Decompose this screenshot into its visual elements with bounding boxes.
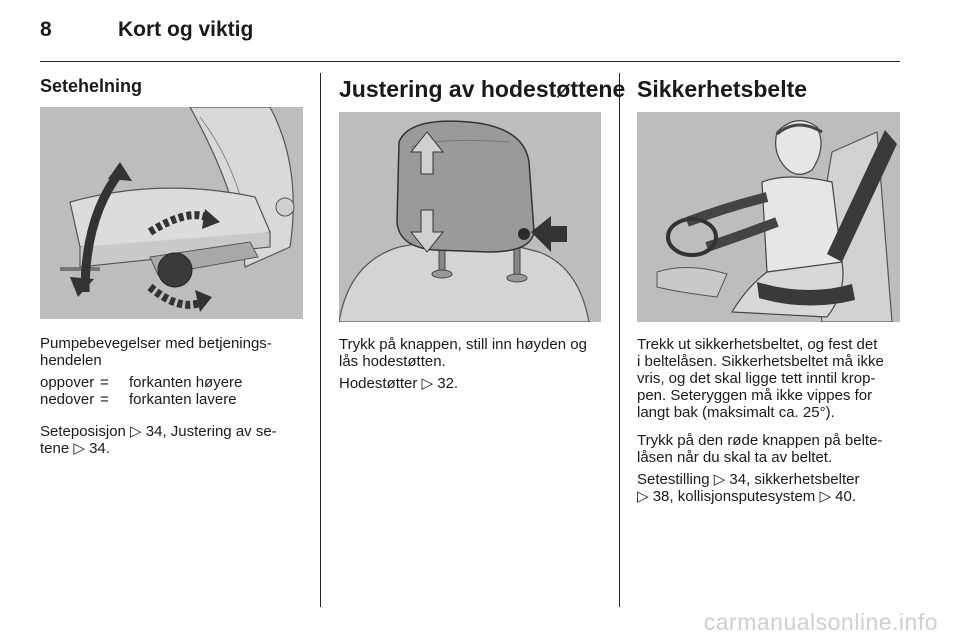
direction-table xyxy=(40,374,242,408)
table-sep: = xyxy=(100,391,109,408)
chapter-title: Kort og viktig xyxy=(118,18,254,41)
seatbelt-reference: Setestilling ▷ 34, sikkerhetsbelter ▷ 38, kollisjonsputesystem ▷ 40. xyxy=(637,471,860,505)
seat-tilt-illustration xyxy=(40,107,303,319)
headrest-drawing xyxy=(339,112,601,322)
section-title-seat-tilt: Setehelning xyxy=(40,76,143,96)
headrest-instruction: Trykk på knappen, still inn høyden og lås hodestøtten. xyxy=(339,336,587,370)
page-number: 8 xyxy=(40,18,52,41)
seat-position-reference: Seteposisjon ▷ 34, Justering av se- tene ▷ 34. xyxy=(40,423,277,457)
headrest-illustration xyxy=(339,112,601,322)
seat-tilt-drawing xyxy=(40,107,303,319)
seatbelt-drawing xyxy=(637,112,900,322)
seatbelt-release-instruction: Trykk på den røde knappen på belte- låsen når du skal ta av beltet. xyxy=(637,432,883,466)
table-value: forkanten høyere xyxy=(129,374,243,391)
watermark: carmanualsonline.info xyxy=(703,609,938,635)
table-sep: = xyxy=(100,374,109,391)
column-divider-1 xyxy=(320,73,321,607)
header-divider xyxy=(40,61,900,62)
table-value: forkanten lavere xyxy=(129,391,237,408)
headrest-reference: Hodestøtter ▷ 32. xyxy=(339,375,459,392)
column-divider-2 xyxy=(619,73,620,607)
table-term: oppover xyxy=(40,374,95,391)
seatbelt-illustration xyxy=(637,112,900,322)
section-title-seatbelt: Sikkerhetsbelte xyxy=(637,76,808,102)
table-row xyxy=(40,391,242,408)
seatbelt-instruction: Trekk ut sikkerhetsbeltet, og fest det i beltelåsen. Sikkerhetsbeltet må ikke vris, og det skal ligge tett inntil krop- pen. Seteryggen må ikke vippes for langt bak (maksimalt ca. 25°). xyxy=(637,336,884,421)
table-row xyxy=(40,374,242,391)
seat-tilt-caption: Pumpebevegelser med betjenings- hendelen xyxy=(40,335,272,369)
section-title-headrest: Justering av hodestøttene xyxy=(339,76,626,102)
table-term: nedover xyxy=(40,391,95,408)
